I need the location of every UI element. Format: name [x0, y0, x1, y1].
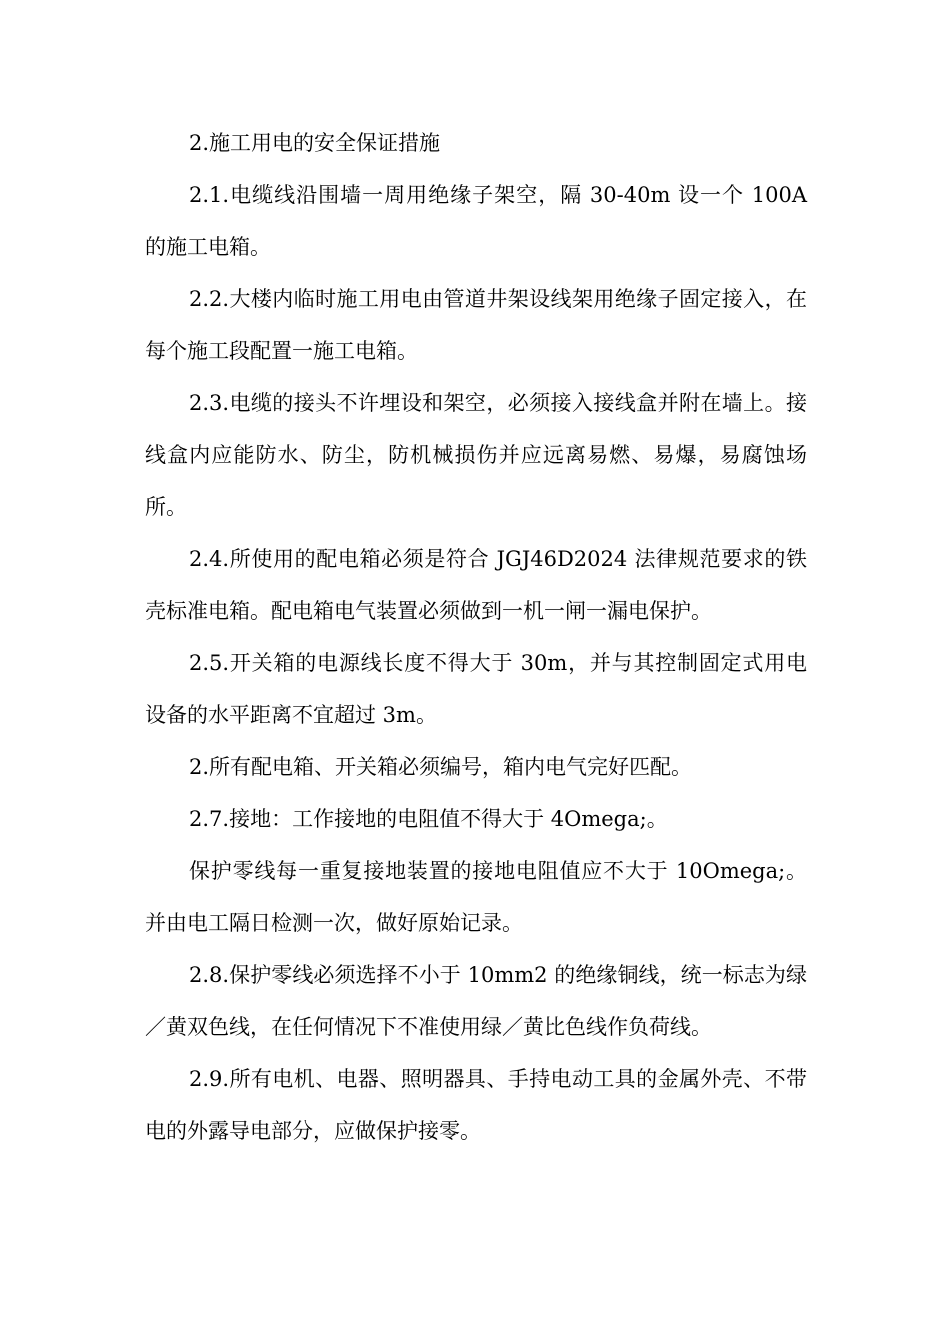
- paragraph-2-8: 2.8.保护零线必须选择不小于 10mm2 的绝缘铜线，统一标志为绿／黄双色线，在任何情况下不准使用绿／黄比色线作负荷线。: [145, 963, 807, 1039]
- paragraph-2-5: 2.5.开关箱的电源线长度不得大于 30m，并与其控制固定式用电设备的水平距离不宜超过 3m。: [145, 651, 807, 727]
- paragraph-2-1: 2.1.电缆线沿围墙一周用绝缘子架空，隔 30-40m 设一个 100A 的施工电箱。: [145, 183, 807, 259]
- paragraph-2-2: 2.2.大楼内临时施工用电由管道井架设线架用绝缘子固定接入，在每个施工段配置一施工电箱。: [145, 287, 807, 363]
- paragraph-2-6: 2.所有配电箱、开关箱必须编号，箱内电气完好匹配。: [189, 755, 693, 779]
- paragraph-2-7: 2.7.接地：工作接地的电阻值不得大于 4Omega;。: [189, 807, 668, 831]
- document-body: [145, 117, 807, 1157]
- paragraph-2-3: 2.3.电缆的接头不许埋设和架空，必须接入接线盒并附在墙上。接线盒内应能防水、防尘，防机械损伤并应远离易燃、易爆，易腐蚀场所。: [145, 391, 807, 519]
- paragraph-2-9: 2.9.所有电机、电器、照明器具、手持电动工具的金属外壳、不带电的外露导电部分，应做保护接零。: [145, 1067, 807, 1143]
- section-heading: 2.施工用电的安全保证措施: [189, 131, 441, 155]
- paragraph-2-7-continued: 保护零线每一重复接地装置的接地电阻值应不大于 10Omega;。并由电工隔日检测一次，做好原始记录。: [145, 859, 807, 935]
- paragraph-2-4: 2.4.所使用的配电箱必须是符合 JGJ46D2024 法律规范要求的铁壳标准电箱。配电箱电气装置必须做到一机一闸一漏电保护。: [145, 547, 807, 623]
